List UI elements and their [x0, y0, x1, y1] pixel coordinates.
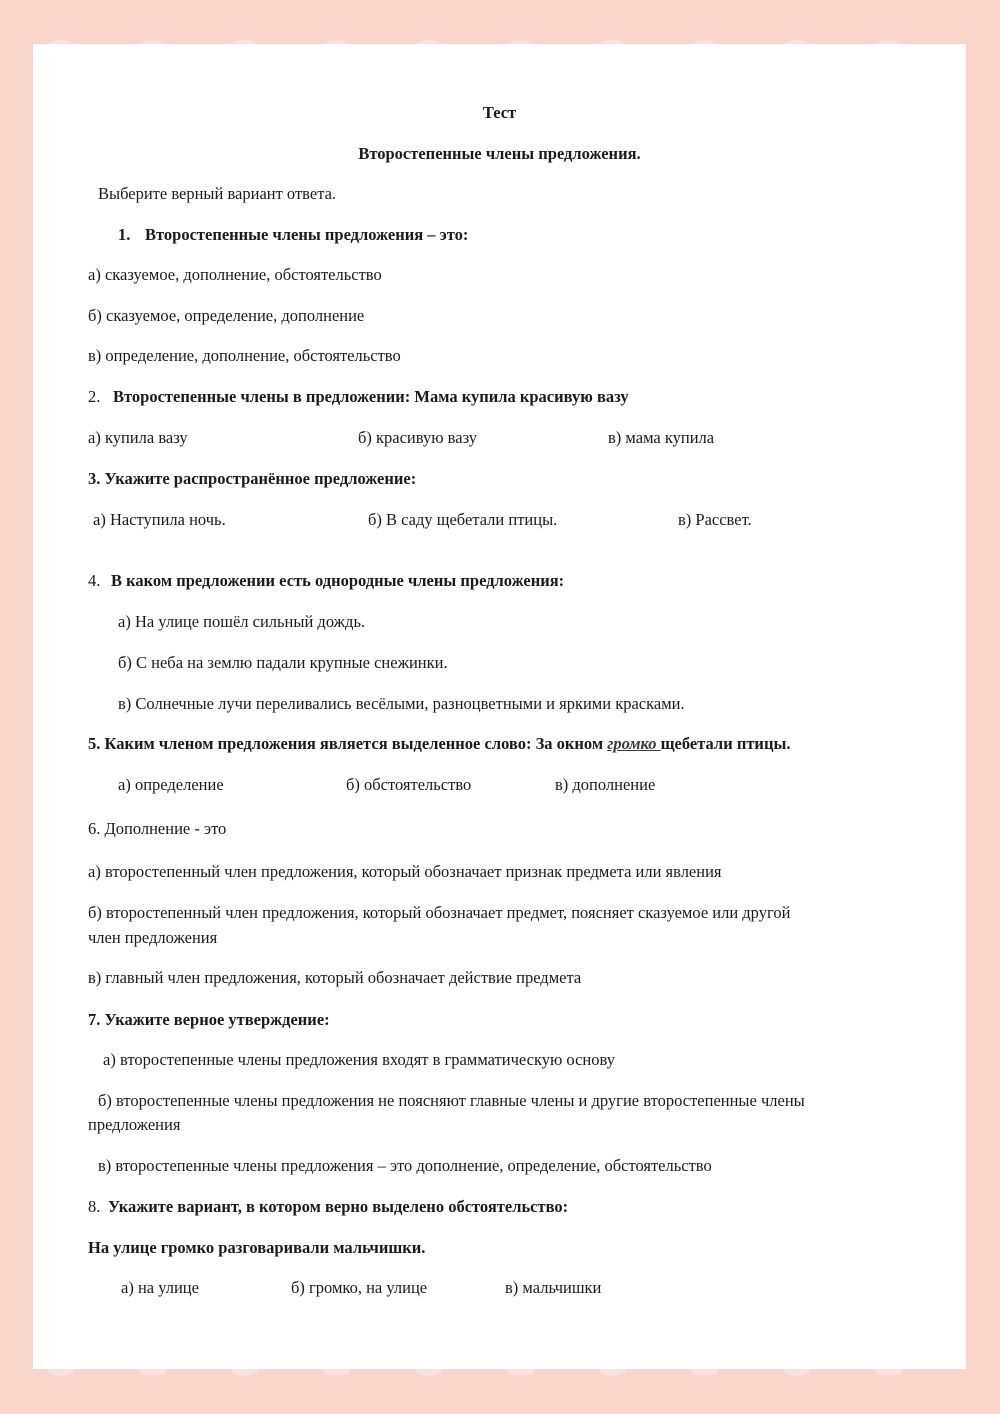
question-8-text: Укажите вариант, в котором верно выделено обстоятельство: — [108, 1197, 569, 1216]
question-5-text-start: 5. Каким членом предложения является выделенное слово: За окном — [88, 734, 608, 753]
question-2-text: Второстепенные члены в предложении: Мама купила красивую вазу — [113, 387, 629, 406]
question-3-option-c: в) Рассвет. — [678, 510, 752, 529]
question-1-option-c: в) определение, дополнение, обстоятельство — [88, 346, 401, 365]
question-6-option-c: в) главный член предложения, который обозначает действие предмета — [88, 968, 582, 987]
question-5-option-b: б) обстоятельство — [346, 775, 472, 794]
question-2-option-b: б) красивую вазу — [358, 428, 478, 447]
question-6-option-b: б) второстепенный член предложения, который обозначает предмет, поясняет сказуемое или другой — [88, 903, 791, 922]
question-4-number: 4. — [88, 571, 101, 590]
question-6-text: 6. Дополнение - это — [88, 819, 227, 838]
question-1-text: Второстепенные члены предложения – это: — [145, 225, 469, 244]
question-3-text: 3. Укажите распространённое предложение: — [88, 469, 417, 488]
question-2-option-c: в) мама купила — [608, 428, 715, 447]
question-5-text-end: щебетали птицы. — [660, 734, 791, 753]
question-3-option-a: а) Наступила ночь. — [93, 510, 226, 529]
question-7-text: 7. Укажите верное утверждение: — [88, 1010, 330, 1029]
question-5-text — [88, 734, 790, 754]
question-1-option-b: б) сказуемое, определение, дополнение — [88, 306, 365, 325]
question-8-option-a: а) на улице — [121, 1278, 199, 1297]
highlighted-word: громко — [607, 734, 661, 753]
question-6-option-a: а) второстепенный член предложения, который обозначает признак предмета или явления — [88, 862, 722, 881]
question-2-option-a: а) купила вазу — [88, 428, 188, 447]
page-title: Тест — [482, 103, 517, 122]
question-7-option-c: в) второстепенные члены предложения – это дополнение, определение, обстоятельство — [98, 1156, 712, 1175]
question-6-option-b-continued: член предложения — [88, 928, 218, 947]
question-4-text: В каком предложении есть однородные члены предложения: — [111, 571, 565, 590]
question-4-option-a: а) На улице пошёл сильный дождь. — [118, 612, 366, 631]
question-1-number: 1. — [118, 225, 131, 244]
question-1-option-a: а) сказуемое, дополнение, обстоятельство — [88, 265, 382, 284]
question-8-sentence: На улице громко разговаривали мальчишки. — [88, 1238, 426, 1257]
question-3-option-b: б) В саду щебетали птицы. — [368, 510, 558, 529]
question-5-option-a: а) определение — [118, 775, 224, 794]
question-2-number: 2. — [88, 387, 101, 406]
question-8-option-b: б) громко, на улице — [291, 1278, 428, 1297]
question-7-option-b-continued: предложения — [88, 1115, 181, 1134]
instruction: Выберите верный вариант ответа. — [98, 184, 337, 203]
question-8-option-c: в) мальчишки — [505, 1278, 602, 1297]
worksheet-page — [33, 44, 966, 1369]
question-8-number: 8. — [88, 1197, 101, 1216]
question-4-option-c: в) Солнечные лучи переливались весёлыми, разноцветными и яркими красками. — [118, 694, 685, 713]
page-subtitle: Второстепенные члены предложения. — [358, 144, 641, 163]
question-5-option-c: в) дополнение — [555, 775, 656, 794]
question-7-option-b: б) второстепенные члены предложения не поясняют главные члены и другие второстепенные члены — [98, 1091, 805, 1110]
question-7-option-a: а) второстепенные члены предложения входят в грамматическую основу — [103, 1050, 615, 1069]
question-4-option-b: б) С неба на землю падали крупные снежинки. — [118, 653, 448, 672]
